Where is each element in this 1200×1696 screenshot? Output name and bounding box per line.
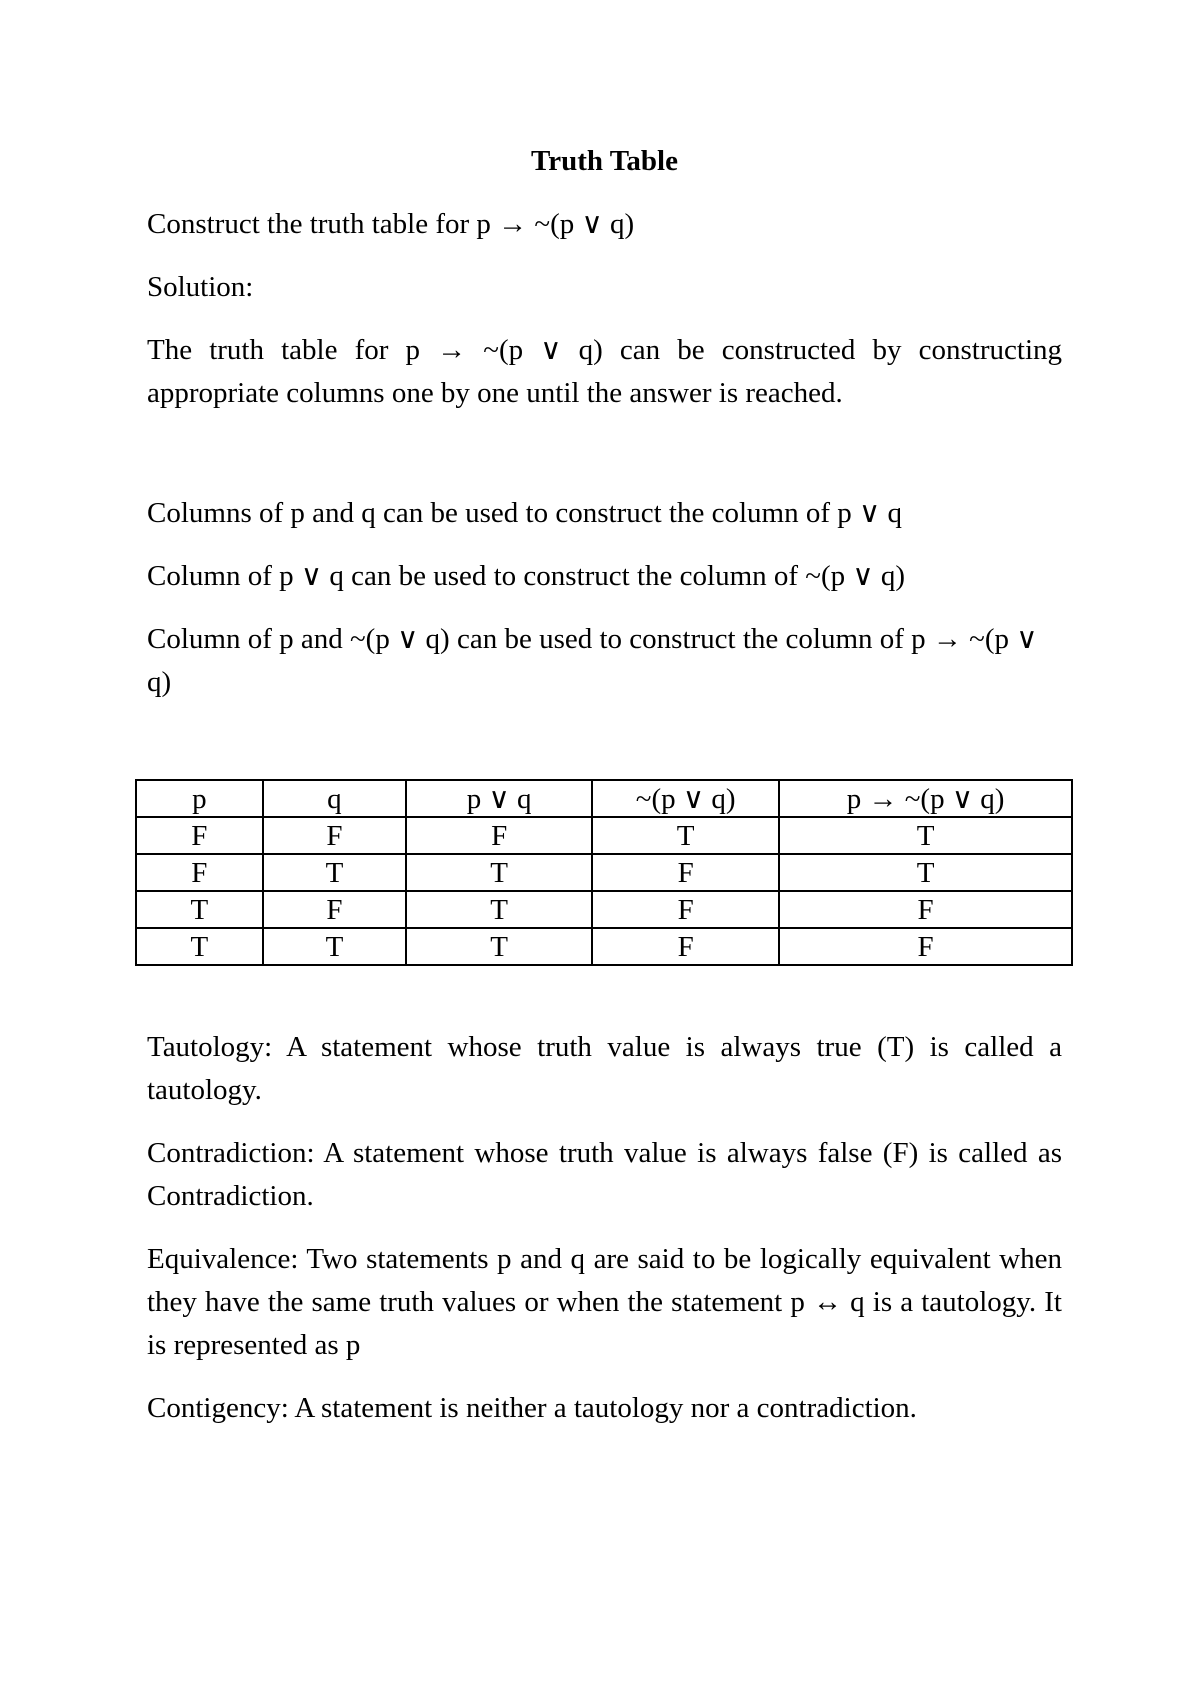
table-cell: F bbox=[779, 891, 1072, 928]
table-cell: F bbox=[263, 891, 406, 928]
table-cell: F bbox=[592, 854, 779, 891]
table-cell: T bbox=[406, 854, 592, 891]
document-page bbox=[147, 140, 1062, 1450]
table-header-row bbox=[136, 780, 1072, 817]
definition-contradiction: Contradiction: A statement whose truth value is always false (F) is called as Contradiction. bbox=[147, 1137, 1062, 1212]
question-text: Construct the truth table for p → ~(p ∨ q) bbox=[147, 208, 635, 240]
step-3: Column of p and ~(p ∨ q) can be used to construct the column of p → ~(p ∨ q) bbox=[147, 623, 1038, 698]
table-row bbox=[136, 817, 1072, 854]
table-cell: T bbox=[406, 891, 592, 928]
definition-tautology: Tautology: A statement whose truth value is always true (T) is called a tautology. bbox=[147, 1031, 1062, 1106]
step-2: Column of p ∨ q can be used to construct the column of ~(p ∨ q) bbox=[147, 560, 906, 592]
table-row bbox=[136, 891, 1072, 928]
step-1: Columns of p and q can be used to construct the column of p ∨ q bbox=[147, 497, 902, 529]
table-cell: F bbox=[592, 928, 779, 965]
table-cell: F bbox=[136, 854, 263, 891]
table-cell: T bbox=[263, 854, 406, 891]
header-q: q bbox=[263, 780, 406, 817]
page-title: Truth Table bbox=[531, 145, 678, 177]
table-cell: T bbox=[406, 928, 592, 965]
table-cell: F bbox=[406, 817, 592, 854]
solution-label: Solution: bbox=[147, 271, 254, 303]
solution-intro: The truth table for p → ~(p ∨ q) can be constructed by constructing appropriate columns one by one until the answer is reached. bbox=[147, 334, 1062, 409]
table-cell: T bbox=[136, 891, 263, 928]
table-cell: T bbox=[263, 928, 406, 965]
table-cell: F bbox=[779, 928, 1072, 965]
header-implication: p → ~(p ∨ q) bbox=[779, 780, 1072, 817]
table-cell: F bbox=[136, 817, 263, 854]
table-cell: F bbox=[263, 817, 406, 854]
header-p-or-q: p ∨ q bbox=[406, 780, 592, 817]
definition-equivalence: Equivalence: Two statements p and q are said to be logically equivalent when they have the same truth values or when the statement p ↔ q is a tautology. It is represented as p bbox=[147, 1243, 1062, 1361]
header-not-p-or-q: ~(p ∨ q) bbox=[592, 780, 779, 817]
definition-contigency: Contigency: A statement is neither a tautology nor a contradiction. bbox=[147, 1392, 917, 1424]
table-cell: T bbox=[592, 817, 779, 854]
table-cell: F bbox=[592, 891, 779, 928]
table-cell: T bbox=[779, 854, 1072, 891]
table-row bbox=[136, 928, 1072, 965]
table-row bbox=[136, 854, 1072, 891]
table-cell: T bbox=[779, 817, 1072, 854]
header-p: p bbox=[136, 780, 263, 817]
truth-table bbox=[135, 779, 1073, 966]
table-cell: T bbox=[136, 928, 263, 965]
